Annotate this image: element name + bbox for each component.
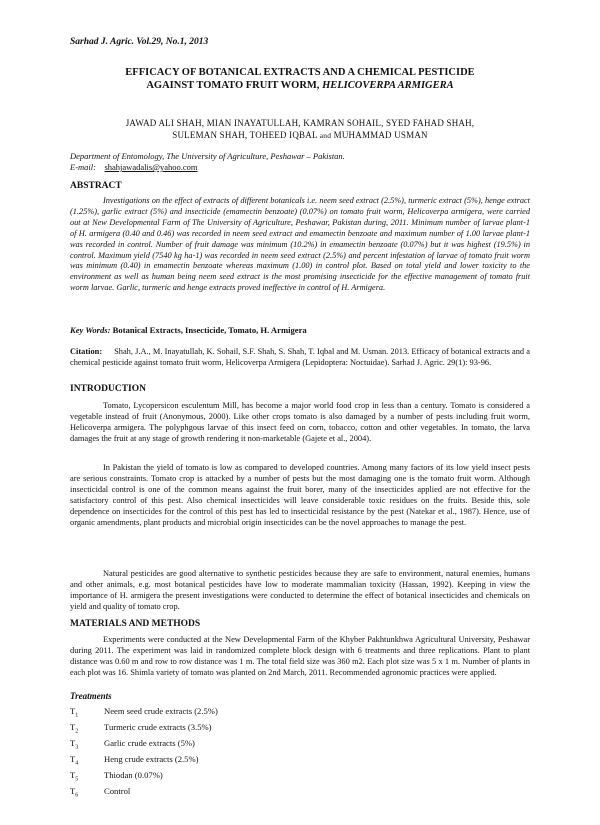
treatment-letter: T: [70, 769, 76, 780]
keywords-line: [70, 325, 307, 335]
treatment-code: [70, 786, 104, 802]
email-line: [70, 162, 345, 173]
title-species: HELICOVERPA ARMIGERA: [322, 80, 454, 91]
treatment-name: Heng crude extracts (2.5%): [104, 753, 199, 764]
paper-title: [85, 66, 515, 92]
authors-line-2: [110, 129, 490, 142]
treatment-row: [70, 738, 218, 754]
treatment-letter: T: [70, 753, 76, 764]
authors-line-1: JAWAD ALI SHAH, MIAN INAYATULLAH, KAMRAN SOHAIL, SYED FAHAD SHAH,: [125, 118, 475, 128]
treatment-code: [70, 738, 104, 754]
authors-and: and: [319, 131, 332, 140]
methods-paragraph-1: Experiments were conducted at the New Developmental Farm of the Khyber Pakhtunkhwa Agricultural University, Peshawar during 2011. The experiment was laid in randomized complete block design with 6 treatments and three replications. Plant to plant distance was 0.60 m and row to row distance was 1 m. The total field size was 360 m2. Each plot size was 5 x 1 m. Number of plants in each plot was 16. Shimla variety of tomato was planted on 2nd March, 2011. Recommended agronomic practices were applied.: [70, 635, 530, 677]
intro-paragraph-3: Natural pesticides are good alternative to synthetic pesticides because they are safe to environment, natural enemies, humans and other animals, e.g. most botanical pesticides have low to moderate mammalian toxicity (Hassan, 1992). Keeping in view the importance of H. armigera the present investigations were conducted to determine the effect of botanical insecticides and chemicals on yield and quality of tomato crop.: [70, 569, 530, 611]
treatment-letter: T: [70, 721, 76, 732]
intro-paragraph-2: In Pakistan the yield of tomato is low as compared to developed countries. Among many factors of its low yield insect pests are serious constraints. Tomato crop is attacked by a number of pests but the most damaging one is the tomato fruit worm. Although insecticidal control is one of the common means against the fruit borer, many of the insecticides applied are not effective for the satisfactory control of this pest. Also chemical insecticides will leave considerable toxic residues on the fruits. Beside this, sole dependence on insecticides for the control of this pest has led to insecticidal resistance by the pest (Natekar et al., 1987). Hence, use of organic amendments, plant products and microbial origin insecticides can be the novel approaches to manage the pest.: [70, 463, 530, 527]
treatment-row: [70, 722, 218, 738]
treatment-number: 1: [75, 712, 79, 719]
treatment-code: [70, 706, 104, 722]
affiliation: Department of Entomology, The University of Agriculture, Peshawar – Pakistan.: [70, 151, 345, 161]
treatment-name: Control: [104, 785, 131, 796]
citation-label: Citation:: [70, 347, 103, 356]
authors-line-2-end: MUHAMMAD USMAN: [331, 130, 428, 140]
treatment-row: [70, 754, 218, 770]
treatment-letter: T: [70, 737, 76, 748]
treatment-row: [70, 706, 218, 722]
treatment-name: Garlic crude extracts (5%): [104, 737, 195, 748]
treatment-letter: T: [70, 706, 76, 716]
treatments-list: [70, 706, 218, 802]
treatment-code: [70, 754, 104, 770]
abstract-heading: ABSTRACT: [70, 181, 122, 191]
treatment-row: [70, 770, 218, 786]
intro-paragraph-1: Tomato, Lycopersicon esculentum Mill, has become a major world food crop in less than a century. Tomato is considered a vegetable instead of fruit (Anonymous, 2000). Like other crops tomato is also damaged by a number of pests including fruit worm, Helicoverpa armigera. The polyphgous larvae of this insect feed on corn, tobacco, cotton and other vegetables. In tomato, the larva damages the fruit at any stage of growth rendering it non-marketable (Gajete et al., 2004).: [70, 401, 530, 443]
treatment-code: [70, 722, 104, 738]
introduction-heading: INTRODUCTION: [70, 384, 147, 394]
citation-block: [70, 346, 530, 368]
citation-text: Shah, J.A., M. Inayatullah, K. Sohail, S.F. Shah, S. Shah, T. Iqbal and M. Usman. 2013. Efficacy of botanical extracts and a chemical pesticide against tomato fruit worm, Helicoverpa Armigera (Lepidoptera: Noctuidae). Sarhad J. Agric. 29(1): 93-96.: [70, 347, 530, 367]
treatment-row: [70, 786, 218, 802]
email-link[interactable]: shahjawadalis@yahoo.com: [104, 162, 198, 172]
treatment-name: Thiodan (0.07%): [104, 769, 163, 780]
treatments-heading: Treatments: [70, 691, 112, 701]
treatment-code: [70, 770, 104, 786]
title-line-2-text: AGAINST TOMATO FRUIT WORM,: [146, 80, 323, 91]
title-line-2: [85, 79, 515, 92]
journal-header: Sarhad J. Agric. Vol.29, No.1, 2013: [70, 37, 209, 47]
authors-line-2-text: SULEMAN SHAH, TOHEED IQBAL: [172, 130, 320, 140]
treatment-name: Neem seed crude extracts (2.5%): [104, 706, 218, 716]
affiliation-block: [70, 151, 345, 173]
treatment-number: 6: [75, 792, 79, 799]
treatment-name: Turmeric crude extracts (3.5%): [104, 721, 212, 732]
methods-heading: MATERIALS AND METHODS: [70, 619, 201, 629]
treatment-number: 4: [75, 760, 79, 767]
keywords-label: Key Words:: [70, 325, 111, 335]
title-line-1: EFFICACY OF BOTANICAL EXTRACTS AND A CHEMICAL PESTICIDE: [125, 67, 475, 78]
keywords-value: Botanical Extracts, Insecticide, Tomato, H. Armigera: [112, 325, 307, 335]
treatment-number: 3: [75, 744, 79, 751]
treatment-letter: T: [70, 785, 76, 796]
author-list: [110, 117, 490, 142]
treatment-number: 2: [75, 728, 79, 735]
email-label: E-mail:: [70, 162, 96, 172]
treatment-number: 5: [75, 776, 79, 783]
abstract-text: Investigations on the effect of extracts of different botanicals i.e. neem seed extract (2.5%), turmeric extract (5%), henge extract (1.25%), garlic extract (5%) and insecticide (emamectin benzoate) (0.07%) on tomato fruit worm, Helicoverpa armigera, were carried out at New Developmental Farm of The University of Agriculture, Peshawar, Pakistan during, 2011. Minimum number of larvae plant-1 of H. armigera (0.40 and 0.46) was recorded in neem seed extract and emamectin benzoate and maximum number of 1.00 larvae plant-1 was recorded in control. Number of fruit damage was minimum (10.2%) in emamectin benzoate (0.07%) but it was highest (19.5%) in control. Maximum yield (7540 kg ha-1) was recorded in neem seed extract (2.5%) and percent infestation of larvae of tomato fruit worm was minimum (0.40) in emamectin benzoate whereas maximum (1.00) in control plot. Based on total yield and lower toxicity to the environment as well as human being neem seed extract is the most promising insecticide for the effective management of tomato fruit worm larvae. Garlic, turmeric and henge extracts proved ineffective in control of H. Armigera.: [70, 196, 530, 293]
